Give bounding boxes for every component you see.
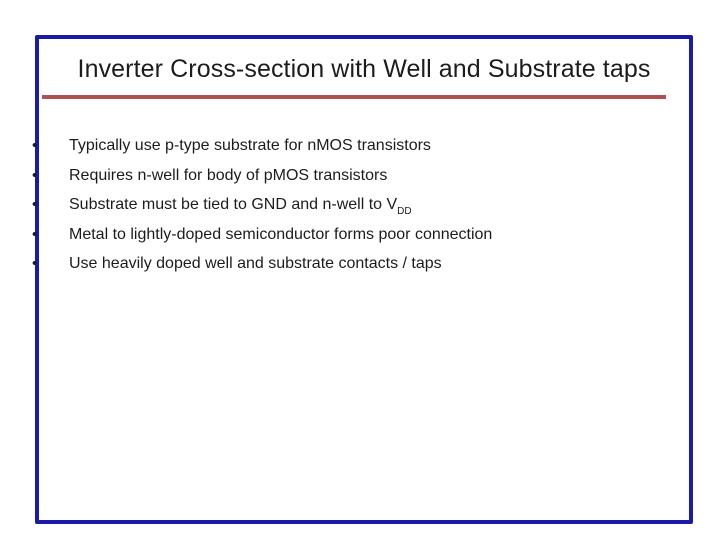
- slide-frame: [32, 35, 693, 524]
- title-underline: [42, 95, 666, 99]
- bullet-text: Requires n-well for body of pMOS transistors: [69, 166, 388, 184]
- bullet-text-with-subscript: [69, 190, 412, 222]
- bullet-text: Typically use p-type substrate for nMOS transistors: [69, 137, 431, 154]
- subscript-dd: DD: [397, 206, 412, 217]
- bullet-marker: •: [32, 225, 38, 243]
- slide-title: Inverter Cross-section with Well and Substrate taps: [77, 55, 651, 83]
- bullet-text: Substrate must be tied to GND and n-well to V: [69, 196, 398, 213]
- bullet-text: Metal to lightly-doped semiconductor forms poor connection: [69, 225, 493, 243]
- bullet-marker: •: [32, 196, 38, 213]
- bullet-marker: •: [32, 137, 38, 154]
- bullet-marker: •: [32, 255, 38, 272]
- bullet-text: Use heavily doped well and substrate contacts / taps: [69, 255, 442, 272]
- bullet-marker: •: [32, 166, 38, 184]
